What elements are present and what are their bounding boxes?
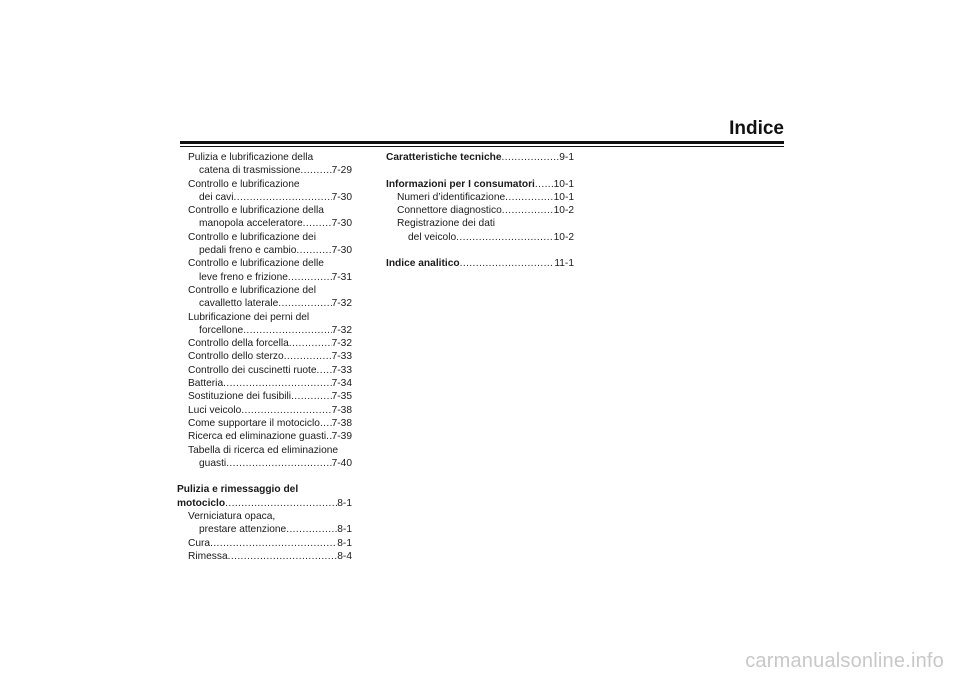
toc-entry[interactable] [386,191,574,204]
toc-entry-title: Controllo dei cuscinetti ruote [188,364,317,376]
toc-entry [177,444,352,457]
toc-entry-title: Cura [188,537,211,549]
toc-entry-title: Connettore diagnostico [397,205,502,217]
toc-leader-dots [505,191,553,204]
toc-entry-title: Registrazione dei dati [397,218,495,230]
toc-page-number: 7-32 [331,324,352,336]
toc-entry[interactable] [177,404,352,417]
toc-entry-title: guasti [199,457,227,469]
title-rule-thin [180,146,784,147]
toc-entry-title: Batteria [188,378,224,390]
toc-page-number: 10-2 [553,205,574,217]
toc-entry-title: Caratteristiche tecniche [386,152,502,163]
toc-page-number: 7-31 [331,271,352,283]
toc-spacer [177,470,352,483]
toc-page-number: 7-34 [331,378,352,390]
toc-leader-dots [317,364,332,377]
toc-leader-dots [303,217,332,230]
toc-leader-dots [225,497,337,510]
toc-page-number: 9-1 [559,152,574,163]
toc-entry-title: Tabella di ricerca ed eliminazione [188,444,339,456]
toc-entry-title: cavalletto laterale [199,298,279,310]
toc-leader-dots [288,271,332,284]
toc-entry[interactable] [177,191,352,204]
toc-entry[interactable] [177,297,352,310]
toc-entry-title: forcellone [199,324,244,336]
toc-leader-dots [234,191,332,204]
toc-section-heading[interactable] [386,151,574,164]
toc-leader-dots [296,244,331,257]
toc-entry[interactable] [177,324,352,337]
toc-entry [177,311,352,324]
toc-page-number: 7-38 [331,417,352,429]
page-title: Indice [729,118,784,139]
toc-entry-title: Pulizia e lubrificazione della [188,152,314,163]
toc-page-number: 10-1 [553,178,574,190]
toc-entry-title: Controllo e lubrificazione [188,178,300,190]
toc-entry[interactable] [177,350,352,363]
toc-entry-title: Informazioni per I consumatori [386,178,535,190]
toc-entry-title: Rimessa [188,550,228,562]
toc-entry-title: Pulizia e rimessaggio del [177,484,299,496]
toc-entry [177,510,352,523]
toc-page-number: 10-2 [553,231,574,243]
toc-entry[interactable] [386,204,574,217]
toc-section-heading[interactable] [386,257,574,270]
toc-leader-dots [228,550,338,563]
toc-entry-title: Numeri d’identificazione [397,191,506,203]
toc-entry[interactable] [177,390,352,403]
toc-entry[interactable] [177,377,352,390]
toc-spacer [386,164,574,177]
toc-leader-dots [502,204,554,217]
toc-entry [177,178,352,191]
toc-leader-dots [456,231,553,244]
toc-entry[interactable] [177,164,352,177]
toc-entry[interactable] [386,231,574,244]
toc-entry [386,217,574,230]
toc-entry-title: Controllo e lubrificazione dei [188,231,316,243]
toc-entry-title: Controllo dello sterzo [188,351,284,363]
toc-leader-dots [300,164,331,177]
toc-entry-title: catena di trasmissione [199,165,301,177]
toc-page-number: 8-1 [337,524,352,536]
toc-leader-dots [502,151,560,164]
toc-leader-dots [320,417,332,430]
toc-entry-title: Luci veicolo [188,404,242,416]
toc-entry-title: Verniciatura opaca, [188,511,276,523]
toc-leader-dots [286,523,337,536]
toc-entry-title: Indice analitico [386,258,460,270]
toc-page-number: 8-1 [337,497,352,509]
toc-entry-title: prestare attenzione [199,524,287,536]
toc-leader-dots [226,457,331,470]
toc-page-number: 7-32 [331,338,352,350]
watermark: carmanualsonline.info [745,650,944,672]
toc-entry-title: Ricerca ed eliminazione guasti [188,431,327,443]
toc-entry[interactable] [177,217,352,230]
toc-entry [177,231,352,244]
toc-column-left [177,151,352,563]
toc-column-right [386,151,574,271]
toc-entry-title: Sostituzione dei fusibili [188,391,292,403]
toc-page-number: 8-1 [337,537,352,549]
toc-section-heading[interactable] [177,497,352,510]
toc-entry-title: manopola acceleratore [199,218,303,230]
toc-page-number: 11-1 [554,258,574,270]
toc-entry-title: del veicolo [408,231,457,243]
toc-section-heading [177,483,352,496]
toc-page-number: 7-40 [331,457,352,469]
toc-entry[interactable] [177,271,352,284]
toc-entry-title: Controllo e lubrificazione delle [188,258,324,270]
toc-leader-dots [289,337,332,350]
toc-entry[interactable] [177,364,352,377]
toc-leader-dots [210,537,337,550]
toc-leader-dots [291,390,332,403]
toc-leader-dots [460,257,555,270]
toc-entry-title: Controllo e lubrificazione del [188,284,316,296]
toc-entry[interactable] [177,430,352,443]
toc-entry [177,284,352,297]
toc-entry-title: Come supportare il motociclo [188,417,320,429]
toc-entry[interactable] [177,550,352,563]
toc-page-number: 10-1 [553,191,574,203]
toc-page-number: 7-33 [331,351,352,363]
toc-page-number: 7-30 [331,191,352,203]
toc-entry-title: Controllo e lubrificazione della [188,205,324,217]
toc-entry[interactable] [177,417,352,430]
toc-entry[interactable] [177,337,352,350]
toc-entry-title: Controllo della forcella [188,338,289,350]
toc-entry[interactable] [177,523,352,536]
toc-entry-title: leve freno e frizione [199,271,288,283]
toc-leader-dots [223,377,332,390]
toc-leader-dots [278,297,331,310]
toc-entry-title: pedali freno e cambio [199,245,297,257]
toc-entry [177,204,352,217]
toc-leader-dots [241,404,331,417]
toc-entry-title: dei cavi [199,191,234,203]
toc-leader-dots [243,324,331,337]
toc-page-number: 7-32 [331,298,352,310]
toc-page-number: 7-33 [331,364,352,376]
toc-page-number: 8-4 [337,550,352,562]
toc-entry[interactable] [177,457,352,470]
title-rule [180,141,784,144]
toc-page-number: 7-29 [331,165,352,177]
toc-entry[interactable] [177,244,352,257]
toc-page-number: 7-39 [331,431,352,443]
toc-page-number: 7-30 [331,245,352,257]
toc-page-number: 7-35 [331,391,352,403]
toc-entry[interactable] [177,537,352,550]
toc-entry [177,151,352,164]
toc-spacer [386,244,574,257]
toc-section-heading[interactable] [386,178,574,191]
toc-leader-dots [535,178,554,191]
toc-leader-dots [284,350,332,363]
toc-entry-title: motociclo [177,497,226,509]
toc-entry-title: Lubrificazione dei perni del [188,311,310,323]
toc-entry [177,257,352,270]
toc-page-number: 7-38 [331,404,352,416]
toc-page-number: 7-30 [331,218,352,230]
